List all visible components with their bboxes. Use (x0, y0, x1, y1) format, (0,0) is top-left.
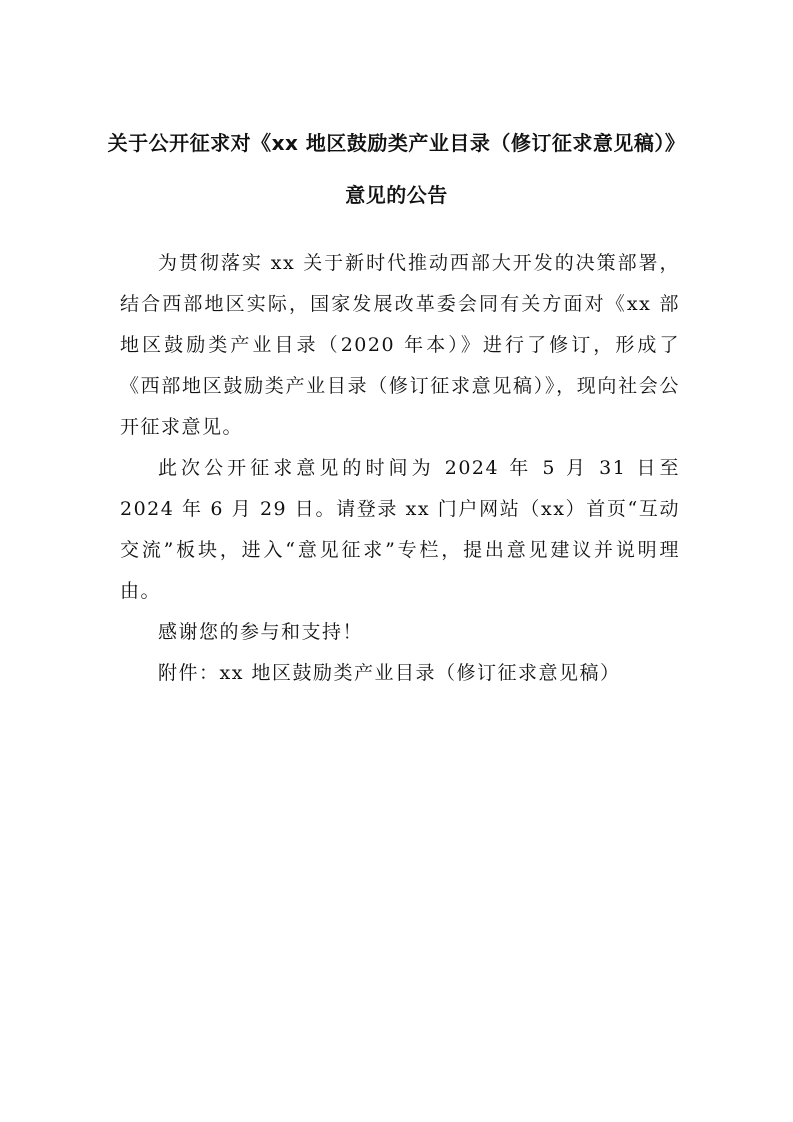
document-body (120, 243, 680, 694)
paragraph-thanks: 感谢您的参与和支持！ (158, 621, 364, 643)
paragraph-background: 为贯彻落实 xx 关于新时代推动西部大开发的决策部署，结合西部地区实际，国家发展改革委会同有关方面对《xx 部地区鼓励类产业目录（2020 年本）》进行了修订，形成了《西部地区鼓励类产业目录（修订征求意见稿）》，现向社会公开征求意见。 (120, 252, 680, 438)
paragraph-attachment: 附件：xx 地区鼓励类产业目录（修订征求意见稿） (158, 662, 621, 684)
document-title-line-1: 关于公开征求对《xx 地区鼓励类产业目录（修订征求意见稿）》 (107, 131, 686, 155)
document-title-line-2: 意见的公告 (345, 183, 448, 207)
paragraph-consultation-period: 此次公开征求意见的时间为 2024 年 5 月 31 日至 2024 年 6 月 29 日。请登录 xx 门户网站（xx）首页“互动交流”板块，进入“意见征求”专栏，提出意见建议并说明理由。 (120, 457, 680, 602)
